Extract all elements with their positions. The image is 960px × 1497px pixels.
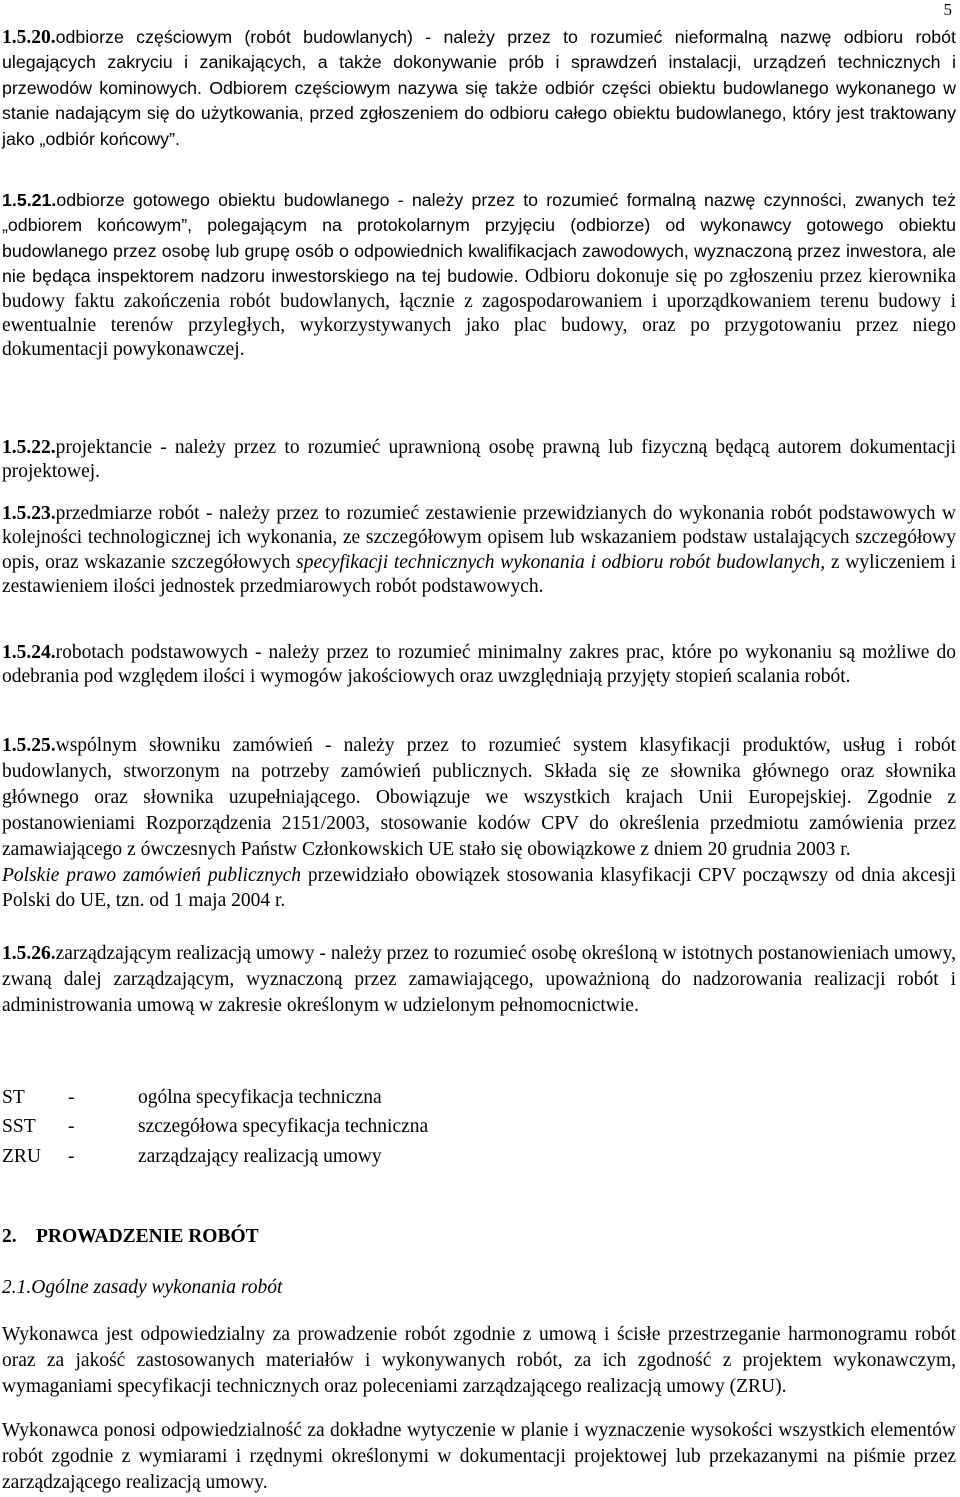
body-paragraph: Wykonawca ponosi odpowiedzialność za dokładne wytyczenie w planie i wyznaczenie wysokości wszystkich elementów robót zgodnie z wymiarami i rzędnymi określonymi w dokumentacji projektowej lub przekazanymi na piśmie przez zarządzającego realizacją umowy. <box>2 1420 956 1493</box>
page-number: 5 <box>943 0 952 19</box>
section-heading <box>2 1225 259 1249</box>
abbreviation-dash: - <box>68 1116 75 1137</box>
definition-1-5-22 <box>2 436 956 485</box>
abbreviation-row <box>2 1086 702 1110</box>
section-number: 2. <box>2 1226 17 1247</box>
abbreviation-description: zarządzający realizacją umowy <box>138 1146 382 1167</box>
definition-rest-text: Odbioru dokonuje się po zgłoszeniu przez kierownika budowy faktu zakończenia robót budowlanych, łącznie z zagospodarowaniem i uporządkowaniem terenu budowy i ewentualnie terenów przyległych, wykorzystywanych jako plac budowy, oraz po przygotowaniu przez niego dokumentacji powykonawczej. <box>2 266 956 361</box>
definition-1-5-23 <box>2 502 956 600</box>
definition-italic-text: specyfikacji technicznych wykonania i odbioru robót budowlanych, <box>296 551 826 573</box>
definition-number: 1.5.20. <box>2 27 56 48</box>
abbreviation-code: ST <box>2 1087 25 1108</box>
definition-text: przedmiarze robót - należy przez to rozumieć zestawienie przewidzianych do wykonania robót podstawowych w kolejności technologicznej ich wykonania, ze szczegółowym opisem lub wskazaniem podstaw ustalających szczegółowy opis, oraz wskazanie szczegółowych <box>2 503 956 573</box>
definition-number: 1.5.24. <box>2 642 56 663</box>
abbreviation-code: ZRU <box>2 1146 41 1167</box>
definition-1-5-21 <box>2 188 956 363</box>
definition-text: projektancie - należy przez to rozumieć uprawnioną osobę prawną lub fizyczną będącą autorem dokumentacji projektowej. <box>2 437 956 483</box>
abbreviation-description: ogólna specyfikacja techniczna <box>138 1087 382 1108</box>
abbreviation-dash: - <box>68 1087 75 1108</box>
definition-italic-text: Polskie prawo zamówień publicznych <box>2 864 302 886</box>
subsection-title: Ogólne zasady wykonania robót <box>31 1277 283 1298</box>
abbreviation-description: szczegółowa specyfikacja techniczna <box>138 1116 429 1137</box>
definition-text-after: z wyliczeniem i zestawieniem ilości jednostek przedmiarowych robót podstawowych. <box>2 551 956 598</box>
definition-number: 1.5.25. <box>2 735 56 756</box>
abbreviation-row <box>2 1115 702 1139</box>
definition-1-5-25 <box>2 733 956 914</box>
definition-text: zarządzającym realizacją umowy - należy przez to rozumieć osobę określoną w istotnych postanowieniach umowy, zwaną dalej zarządzającym, wyznaczoną przez zamawiającego, upoważnioną do nadzorowania realizacji robót i administrowania umową w zakresie określonym w udzielonym pełnomocnictwie. <box>2 943 956 1016</box>
definition-number: 1.5.21. <box>2 190 57 210</box>
definition-1-5-24 <box>2 641 956 690</box>
definition-rest-text: Odbiorem częściowym nazywa się także odbiór części obiektu budowlanego wykonanego w stanie nadającym się do użytkowania, przed zgłoszeniem do odbioru całego obiektu budowlanego, który jest traktowany jako „odbiór końcowy”. <box>2 77 956 149</box>
definition-1-5-26 <box>2 941 956 1019</box>
definition-1-5-20 <box>2 25 956 152</box>
definition-term-text: odbiorze częściowym (robót budowlanych) - należy przez to rozumieć nieformalną nazwę odbioru robót ulegających zakryciu i zanikających, a także dokonywanie prób i sprawdzeń instalacji, urządzeń technicznych i przewodów kominowych. <box>2 27 956 98</box>
definition-number: 1.5.23. <box>2 503 56 524</box>
abbreviation-dash: - <box>68 1146 75 1167</box>
abbreviation-row <box>2 1145 702 1169</box>
definition-text: wspólnym słowniku zamówień - należy przez to rozumieć system klasyfikacji produktów, usług i robót budowlanych, stworzonym na potrzeby zamówień publicznych. Składa się ze słownika głównego oraz słownika głównego oraz słownika uzupełniającego. Obowiązuje we wszystkich krajach Unii Europejskiej. Zgodnie z postanowieniami Rozporządzenia 2151/2003, stosowanie kodów CPV do określenia przedmiotu zamówienia przez zamawiającego z ówczesnych Państw Członkowskich UE stało się obowiązkowe z dniem 20 grudnia 2003 r. <box>2 735 956 860</box>
definition-number: 1.5.22. <box>2 437 56 458</box>
abbreviation-code: SST <box>2 1116 36 1137</box>
definition-number: 1.5.26. <box>2 943 56 964</box>
subsection-heading <box>2 1276 282 1300</box>
subsection-number: 2.1. <box>2 1277 32 1298</box>
body-paragraph: Wykonawca jest odpowiedzialny za prowadzenie robót zgodnie z umową i ścisłe przestrzeganie harmonogramu robót oraz za jakość zastosowanych materiałów i wykonywanych robót, za ich zgodność z projektem wykonawczym, wymaganiami specyfikacji technicznych oraz poleceniami zarządzającego realizacją umowy (ZRU). <box>2 1324 956 1397</box>
definition-term-text: odbiorze gotowego obiektu budowlanego - należy przez to rozumieć formalną nazwę czynności, zwanych też „odbiorem końcowym”, polegającym na protokolarnym przyjęciu (odbiorze) od wykonawcy gotowego obiektu budowlanego przez osobę lub grupę osób o odpowiednich kwalifikacjach zawodowych, wyznaczoną przez inwestora, ale nie będąca inspektorem nadzoru inwestorskiego na tej budowie. <box>2 190 956 287</box>
definition-text: robotach podstawowych - należy przez to rozumieć minimalny zakres prac, które po wykonaniu są możliwe do odebrania pod względem ilości i wymogów jakościowych oraz uwzględniają przyjęty stopień scalania robót. <box>2 642 956 688</box>
section-title: PROWADZENIE ROBÓT <box>36 1226 259 1247</box>
definition-text-after: przewidziało obowiązek stosowania klasyfikacji CPV począwszy od dnia akcesji Polski do UE, tzn. od 1 maja 2004 r. <box>2 864 957 912</box>
